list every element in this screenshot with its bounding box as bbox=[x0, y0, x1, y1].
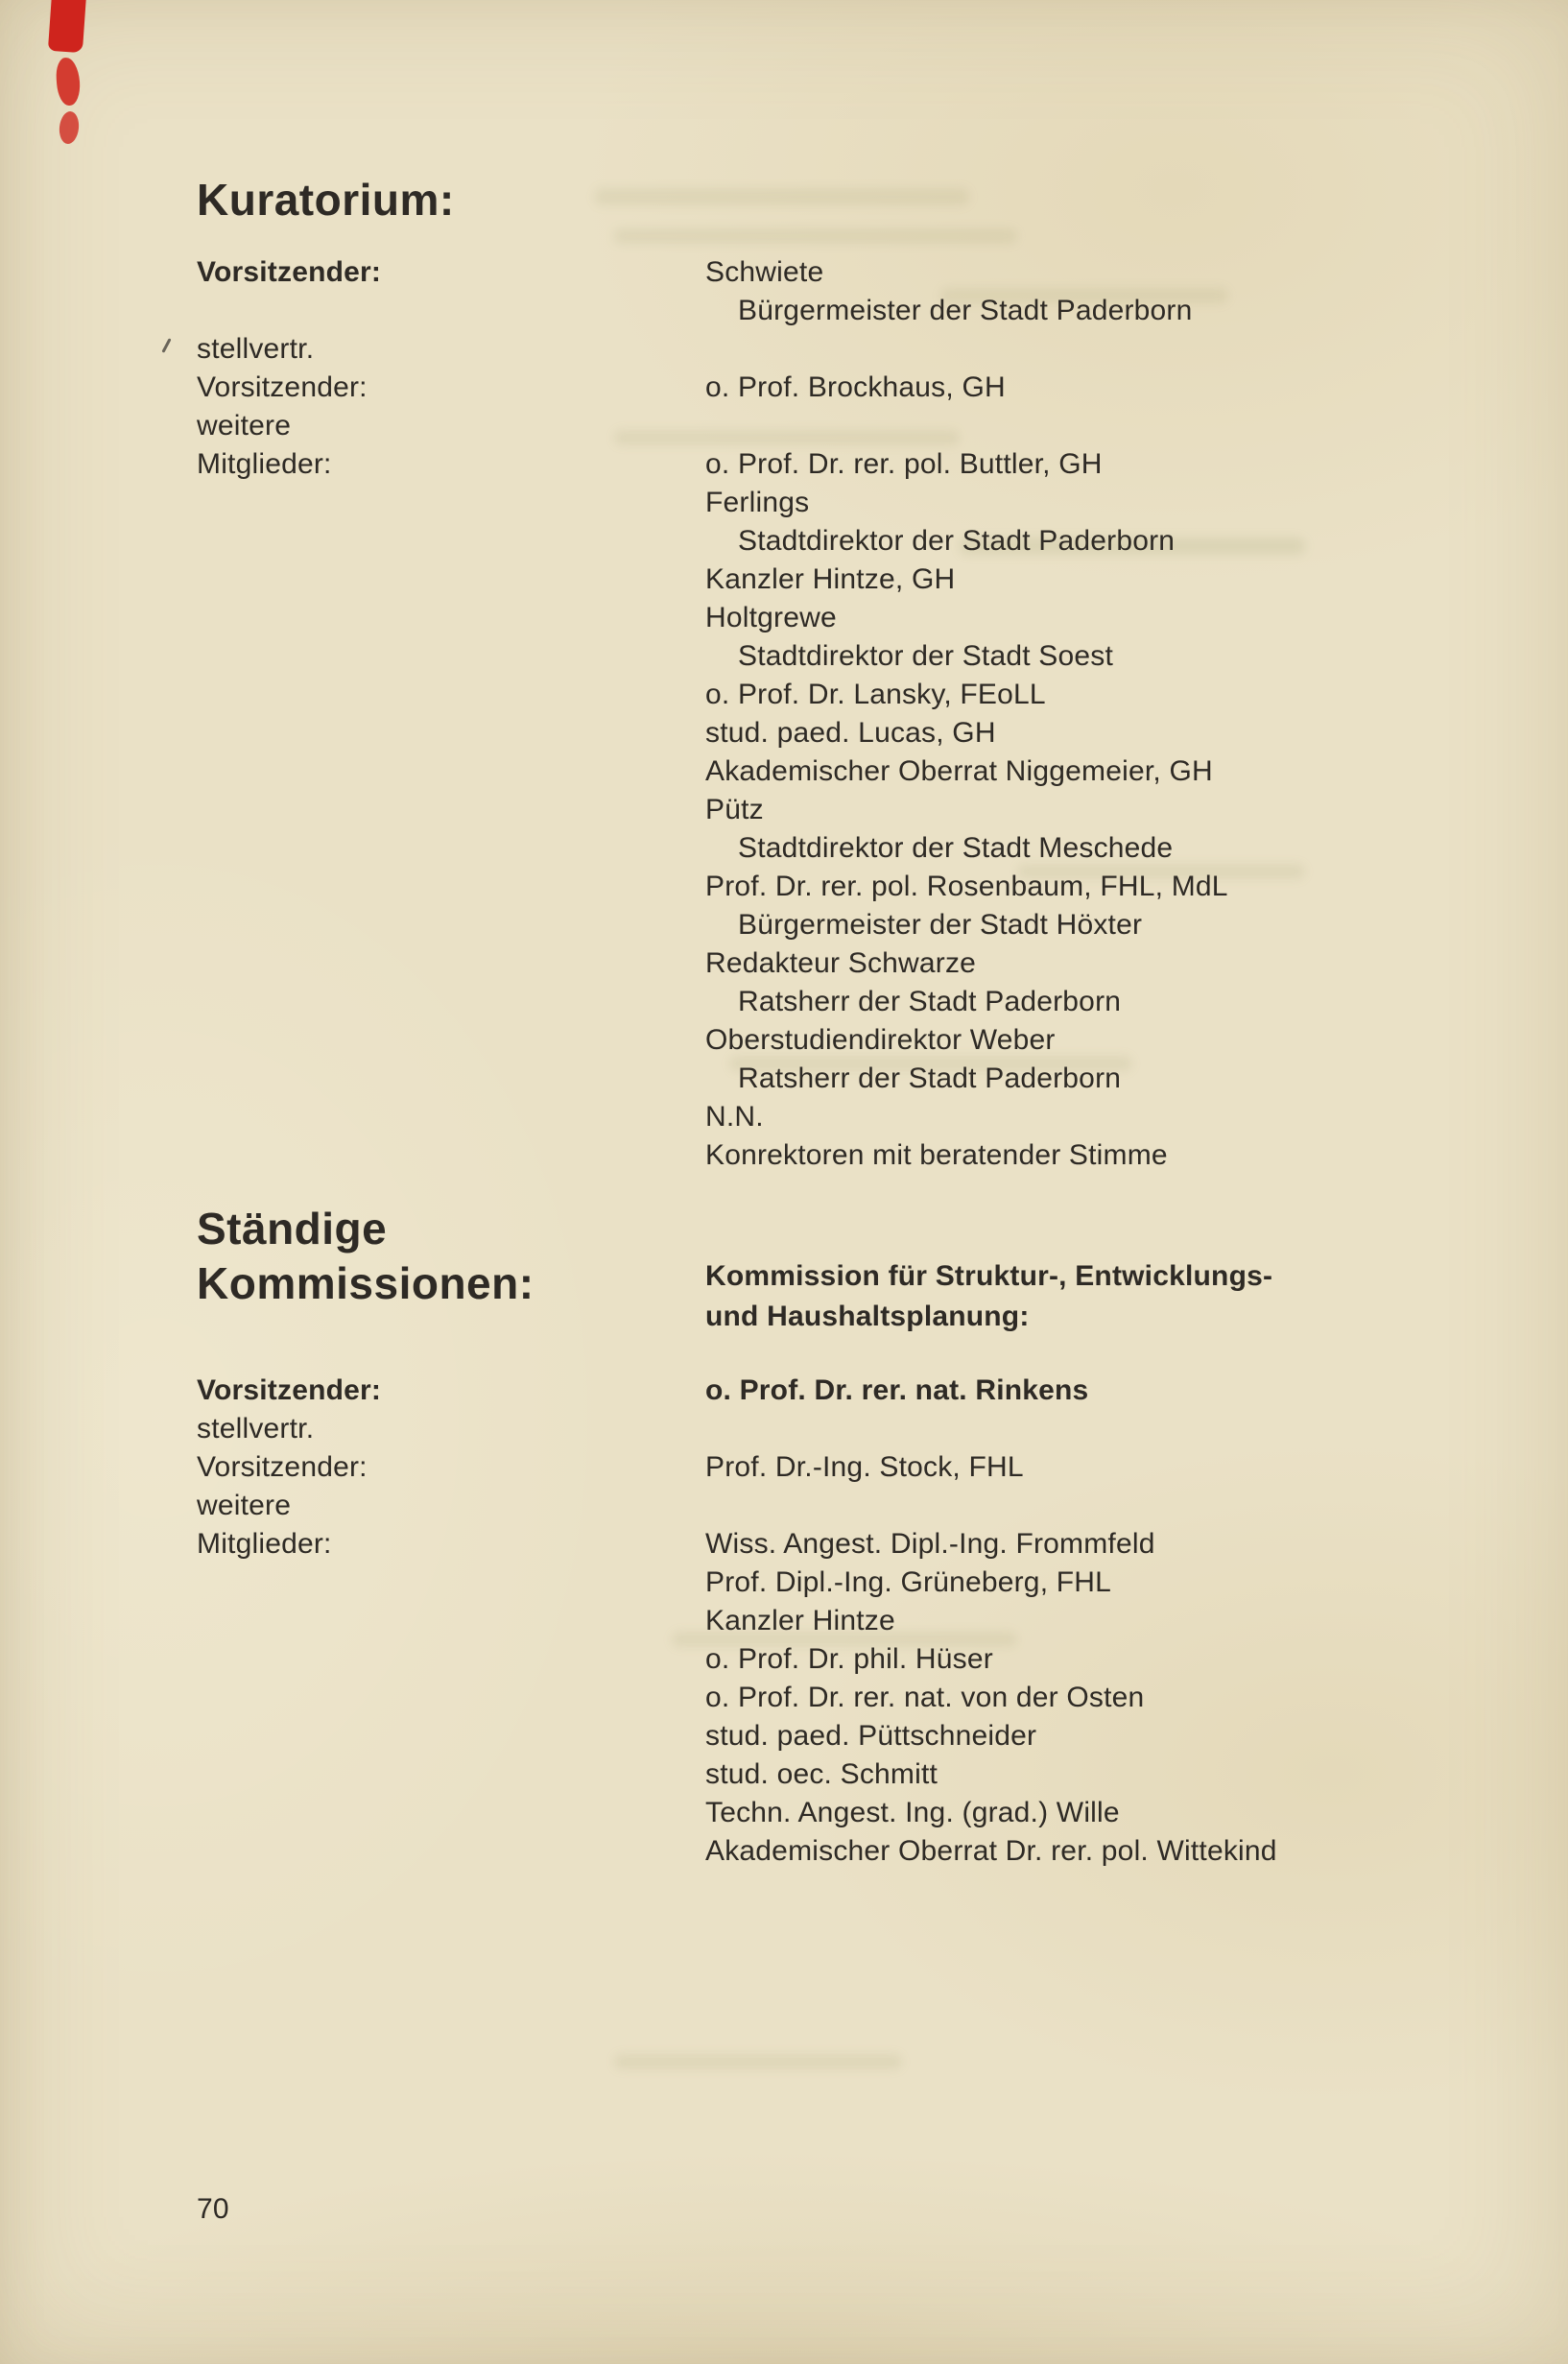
row-value: o. Prof. Dr. phil. Hüser bbox=[705, 1643, 993, 1675]
row-label: weitere bbox=[197, 1490, 292, 1521]
row-value: Kanzler Hintze, GH bbox=[705, 563, 956, 595]
bleedthrough-smudge bbox=[614, 2054, 902, 2069]
row-label: stellvertr. bbox=[197, 1413, 315, 1445]
row-value bbox=[705, 330, 1435, 369]
list-row bbox=[197, 868, 1435, 906]
row-value: Stadtdirektor der Stadt Meschede bbox=[738, 832, 1174, 864]
list-row bbox=[197, 1602, 1435, 1640]
list-row bbox=[197, 484, 1435, 522]
row-label bbox=[197, 829, 705, 868]
row-value: Prof. Dipl.-Ing. Grüneberg, FHL bbox=[705, 1566, 1112, 1598]
list-row bbox=[197, 1755, 1435, 1794]
row-label bbox=[197, 637, 705, 676]
page-number: 70 bbox=[197, 2193, 229, 2225]
list-row bbox=[197, 1448, 1435, 1487]
row-label: Vorsitzender: bbox=[197, 1374, 382, 1406]
row-label bbox=[197, 1021, 705, 1060]
list-row bbox=[197, 829, 1435, 868]
kommission-subheading bbox=[705, 1256, 1272, 1337]
pen-tick-mark bbox=[161, 338, 171, 353]
list-row bbox=[197, 253, 1435, 292]
list-row bbox=[197, 752, 1435, 791]
list-row bbox=[197, 1487, 1435, 1525]
row-value: stud. oec. Schmitt bbox=[705, 1758, 938, 1790]
row-label: Mitglieder: bbox=[197, 1528, 332, 1560]
list-row bbox=[197, 369, 1435, 407]
row-value: stud. paed. Püttschneider bbox=[705, 1720, 1037, 1752]
row-label bbox=[197, 1679, 705, 1717]
list-row bbox=[197, 1564, 1435, 1602]
list-row bbox=[197, 983, 1435, 1021]
row-label bbox=[197, 1755, 705, 1794]
list-row bbox=[197, 1372, 1435, 1410]
row-value: Wiss. Angest. Dipl.-Ing. Frommfeld bbox=[705, 1528, 1155, 1560]
list-row bbox=[197, 1679, 1435, 1717]
row-value: Schwiete bbox=[705, 256, 824, 288]
row-value: Prof. Dr. rer. pol. Rosenbaum, FHL, MdL bbox=[705, 871, 1228, 902]
list-row bbox=[197, 445, 1435, 484]
row-label bbox=[197, 983, 705, 1021]
row-label: Vorsitzender: bbox=[197, 256, 382, 288]
list-row bbox=[197, 906, 1435, 944]
row-label bbox=[197, 714, 705, 752]
page-content bbox=[197, 173, 1435, 1871]
row-value bbox=[705, 1410, 1435, 1448]
red-ink-mark bbox=[48, 0, 86, 53]
row-label bbox=[197, 1717, 705, 1755]
kommissionen-list bbox=[197, 1372, 1435, 1871]
row-value: stud. paed. Lucas, GH bbox=[705, 717, 996, 749]
heading-line-2: Kommissionen: bbox=[197, 1258, 535, 1308]
row-label: stellvertr. bbox=[197, 333, 315, 365]
row-value: Prof. Dr.-Ing. Stock, FHL bbox=[705, 1451, 1024, 1483]
row-label bbox=[197, 599, 705, 637]
row-value: Bürgermeister der Stadt Höxter bbox=[738, 909, 1143, 941]
row-value: o. Prof. Dr. rer. pol. Buttler, GH bbox=[705, 448, 1103, 480]
list-row bbox=[197, 1640, 1435, 1679]
row-label bbox=[197, 522, 705, 561]
list-row bbox=[197, 1525, 1435, 1564]
list-row bbox=[197, 791, 1435, 829]
row-label bbox=[197, 561, 705, 599]
list-row bbox=[197, 407, 1435, 445]
red-ink-mark bbox=[58, 110, 80, 145]
row-label bbox=[197, 752, 705, 791]
row-label bbox=[197, 1098, 705, 1136]
list-row bbox=[197, 944, 1435, 983]
row-label bbox=[197, 1136, 705, 1175]
row-value: Konrektoren mit beratender Stimme bbox=[705, 1139, 1168, 1171]
list-row bbox=[197, 1717, 1435, 1755]
list-row bbox=[197, 1136, 1435, 1175]
row-label bbox=[197, 1060, 705, 1098]
row-value: Holtgrewe bbox=[705, 602, 837, 633]
row-label bbox=[197, 676, 705, 714]
row-label: Vorsitzender: bbox=[197, 371, 368, 403]
row-value: Oberstudiendirektor Weber bbox=[705, 1024, 1056, 1056]
list-row bbox=[197, 676, 1435, 714]
row-label bbox=[197, 484, 705, 522]
row-label bbox=[197, 944, 705, 983]
list-row bbox=[197, 599, 1435, 637]
row-value: N.N. bbox=[705, 1101, 764, 1133]
row-label bbox=[197, 868, 705, 906]
subheading-line-1: Kommission für Struktur-, Entwicklungs- bbox=[705, 1260, 1273, 1292]
row-value: o. Prof. Dr. Lansky, FEoLL bbox=[705, 679, 1046, 710]
row-label: Mitglieder: bbox=[197, 448, 332, 480]
list-row bbox=[197, 1832, 1435, 1871]
row-label bbox=[197, 1832, 705, 1871]
row-label bbox=[197, 1640, 705, 1679]
row-label bbox=[197, 1602, 705, 1640]
list-row bbox=[197, 637, 1435, 676]
heading-line-1: Ständige bbox=[197, 1204, 388, 1254]
row-value: o. Prof. Dr. rer. nat. von der Osten bbox=[705, 1682, 1145, 1713]
row-label bbox=[197, 292, 705, 330]
row-value: Pütz bbox=[705, 794, 764, 825]
kuratorium-list bbox=[197, 253, 1435, 1175]
list-row bbox=[197, 1021, 1435, 1060]
section-heading-staendige-kommissionen bbox=[197, 1202, 705, 1337]
red-ink-mark bbox=[55, 57, 81, 107]
row-value: Kanzler Hintze bbox=[705, 1605, 895, 1636]
list-row bbox=[197, 1060, 1435, 1098]
row-value: Redakteur Schwarze bbox=[705, 947, 977, 979]
kommissionen-header bbox=[197, 1202, 1435, 1337]
row-value: Akademischer Oberrat Dr. rer. pol. Wittekind bbox=[705, 1835, 1277, 1867]
row-value: Ratsherr der Stadt Paderborn bbox=[738, 1063, 1122, 1094]
list-row bbox=[197, 561, 1435, 599]
list-row bbox=[197, 1410, 1435, 1448]
row-value: Akademischer Oberrat Niggemeier, GH bbox=[705, 755, 1213, 787]
section-heading-kuratorium: Kuratorium: bbox=[197, 175, 455, 225]
row-value bbox=[705, 1487, 1435, 1525]
row-value: Stadtdirektor der Stadt Paderborn bbox=[738, 525, 1176, 557]
list-row bbox=[197, 522, 1435, 561]
row-label bbox=[197, 1794, 705, 1832]
row-value: Ferlings bbox=[705, 487, 810, 518]
row-value bbox=[705, 407, 1435, 445]
row-label: Vorsitzender: bbox=[197, 1451, 368, 1483]
row-label bbox=[197, 906, 705, 944]
list-row bbox=[197, 1098, 1435, 1136]
list-row bbox=[197, 714, 1435, 752]
row-label bbox=[197, 791, 705, 829]
row-value: Bürgermeister der Stadt Paderborn bbox=[738, 295, 1193, 326]
list-row bbox=[197, 330, 1435, 369]
row-label: weitere bbox=[197, 410, 292, 442]
row-value: Techn. Angest. Ing. (grad.) Wille bbox=[705, 1797, 1120, 1828]
list-row bbox=[197, 1794, 1435, 1832]
row-value: Stadtdirektor der Stadt Soest bbox=[738, 640, 1114, 672]
row-label bbox=[197, 1564, 705, 1602]
subheading-line-2: und Haushaltsplanung: bbox=[705, 1301, 1030, 1332]
list-row bbox=[197, 292, 1435, 330]
row-value: Ratsherr der Stadt Paderborn bbox=[738, 986, 1122, 1017]
row-value: o. Prof. Dr. rer. nat. Rinkens bbox=[705, 1374, 1089, 1406]
row-value: o. Prof. Brockhaus, GH bbox=[705, 371, 1006, 403]
